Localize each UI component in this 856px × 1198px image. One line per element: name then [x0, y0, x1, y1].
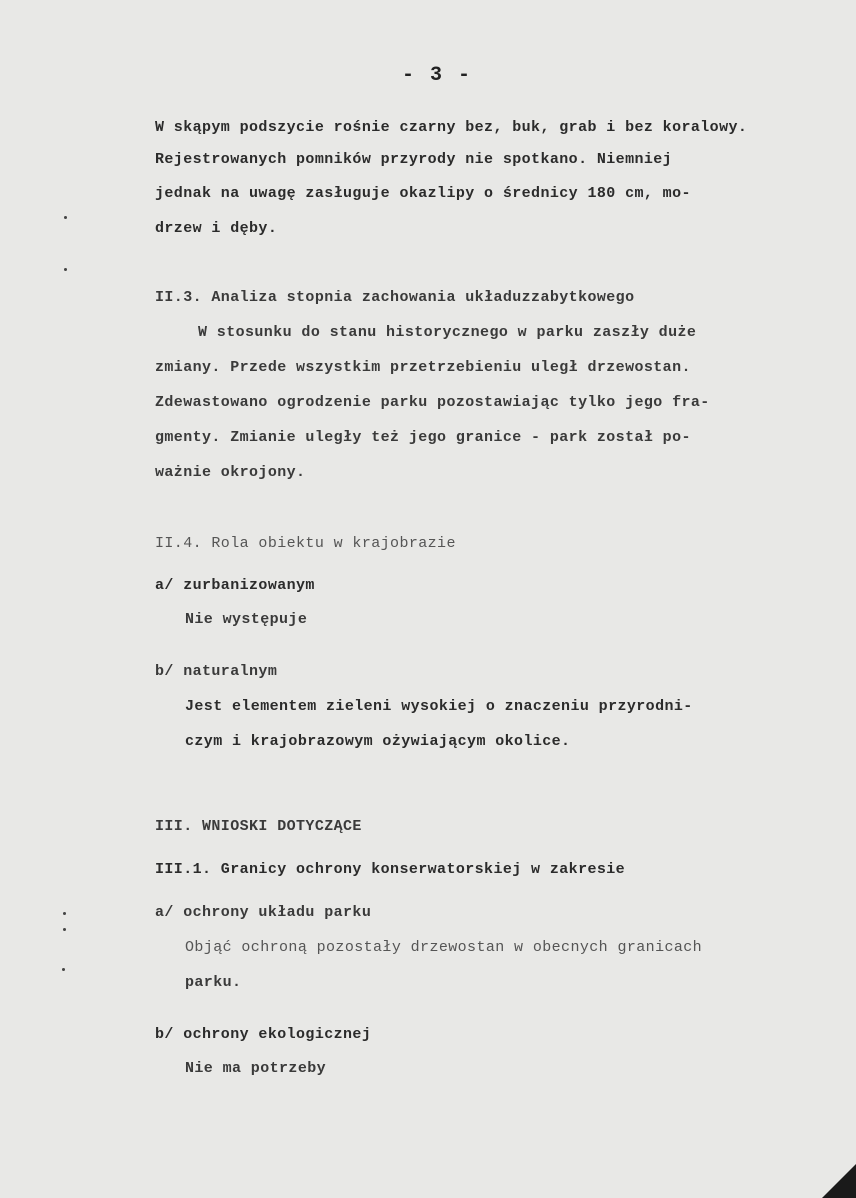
margin-mark	[64, 216, 67, 219]
list-text: Nie występuje	[185, 611, 308, 628]
paragraph-line: Zdewastowano ogrodzenie parku pozostawiając tylko jego fra-	[155, 394, 710, 411]
sub-heading: III.1. Granicy ochrony konserwatorskiej w zakresie	[155, 861, 626, 878]
margin-mark	[63, 928, 66, 931]
list-text: Jest elementem zieleni wysokiej o znaczeniu przyrodni-	[185, 698, 693, 715]
section-heading: III. WNIOSKI DOTYCZĄCE	[155, 818, 362, 835]
list-text: Objąć ochroną pozostały drzewostan w obecnych granicach	[185, 939, 703, 956]
paragraph-line: zmiany. Przede wszystkim przetrzebieniu uległ drzewostan.	[155, 359, 691, 376]
page-number: - 3 -	[402, 64, 473, 87]
list-label: a/ zurbanizowanym	[155, 577, 315, 594]
margin-mark	[62, 968, 65, 971]
paragraph-line: W skąpym podszycie rośnie czarny bez, buk, grab i bez koralowy.	[155, 119, 748, 136]
section-heading: II.4. Rola obiektu w krajobrazie	[155, 535, 456, 552]
paragraph-line: Rejestrowanych pomników przyrody nie spotkano. Niemniej	[155, 151, 673, 168]
page-corner-fold	[822, 1164, 856, 1198]
list-label: a/ ochrony układu parku	[155, 904, 372, 921]
list-text: Nie ma potrzeby	[185, 1060, 327, 1077]
paragraph-line: W stosunku do stanu historycznego w parku zaszły duże	[198, 324, 697, 341]
list-text: czym i krajobrazowym ożywiającym okolice.	[185, 733, 571, 750]
section-heading: II.3. Analiza stopnia zachowania układuzzabytkowego	[155, 289, 635, 306]
list-label: b/ ochrony ekologicznej	[155, 1026, 372, 1043]
paragraph-line: drzew i dęby.	[155, 220, 278, 237]
paragraph-line: ważnie okrojony.	[155, 464, 306, 481]
margin-mark	[63, 912, 66, 915]
paragraph-line: gmenty. Zmianie uległy też jego granice - park został po-	[155, 429, 691, 446]
list-label: b/ naturalnym	[155, 663, 278, 680]
margin-mark	[64, 268, 67, 271]
list-text: parku.	[185, 974, 242, 991]
paragraph-line: jednak na uwagę zasługuje okazlipy o średnicy 180 cm, mo-	[155, 185, 691, 202]
